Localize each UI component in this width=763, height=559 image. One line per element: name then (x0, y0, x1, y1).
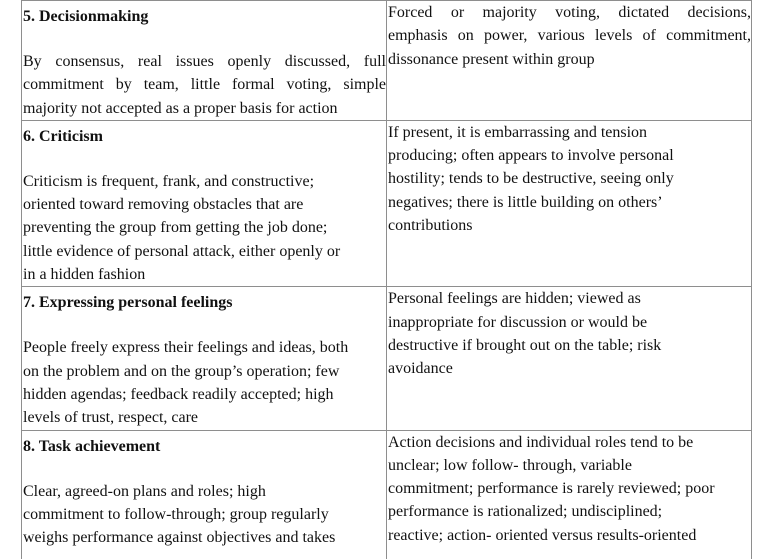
text-line: Criticism is frequent, frank, and constructive; (23, 172, 315, 190)
text-line: avoidance (388, 360, 453, 378)
text-line: dissonance present within group (388, 50, 595, 68)
text-line: Forced or majority voting, dictated decisions, (388, 4, 751, 21)
text-line: emphasis on power, various levels of commitment, (388, 27, 751, 45)
text-line: weighs performance against objectives and takes (23, 529, 336, 547)
text-line: majority not accepted as a proper basis for action (23, 99, 338, 117)
text-line: commitment to follow-through; group regularly (23, 505, 329, 523)
text-line: on the problem and on the group’s operation; few (23, 362, 340, 380)
effective-group-cell (22, 120, 387, 286)
text-line: oriented toward removing obstacles that are (23, 196, 304, 214)
effective-group-cell (22, 287, 387, 430)
text-line: People freely express their feelings and ideas, both (23, 339, 349, 357)
row-heading: 5. Decisionmaking (23, 8, 149, 25)
table-row-task-achievement (22, 430, 752, 559)
table-row-criticism (22, 120, 752, 286)
effective-group-cell (22, 430, 387, 559)
text-line: producing; often appears to involve personal (388, 147, 674, 165)
row-heading: 6. Criticism (23, 127, 103, 145)
text-line: destructive if brought out on the table; risk (388, 336, 662, 354)
text-line: commitment; performance is rarely reviewed; poor (388, 480, 715, 498)
text-line: little evidence of personal attack, either openly or (23, 242, 341, 260)
effective-group-cell (22, 1, 387, 121)
text-line: unclear; low follow- through, variable (388, 456, 632, 474)
comparison-table (21, 0, 752, 559)
text-line: Action decisions and individual roles tend to be (388, 433, 694, 451)
text-line: performance is rationalized; undisciplined; (388, 503, 663, 521)
ineffective-group-cell (387, 120, 752, 286)
table-row-decisionmaking (22, 1, 752, 121)
table-row-expressing-feelings (22, 287, 752, 430)
text-line: commitment by team, little formal voting, simple (23, 76, 386, 94)
ineffective-group-cell (387, 1, 752, 121)
text-line: hidden agendas; feedback readily accepted; high (23, 385, 334, 403)
ineffective-group-cell (387, 287, 752, 430)
text-line: preventing the group from getting the job done; (23, 219, 328, 237)
text-line: negatives; there is little building on others’ (388, 193, 663, 211)
text-line: contributions (388, 217, 473, 235)
text-line: Clear, agreed-on plans and roles; high (23, 482, 266, 500)
row-heading: 7. Expressing personal feelings (23, 294, 233, 312)
text-line: in a hidden fashion (23, 266, 146, 284)
text-line: levels of trust, respect, care (23, 409, 199, 427)
text-line: hostility; tends to be destructive, seeing only (388, 170, 674, 188)
text-line: inappropriate for discussion or would be (388, 313, 648, 331)
text-line: reactive; action- oriented versus results-oriented (388, 526, 697, 544)
text-line: If present, it is embarrassing and tension (388, 123, 648, 141)
text-line: By consensus, real issues openly discussed, full (23, 53, 386, 70)
ineffective-group-cell (387, 430, 752, 559)
text-line: Personal feelings are hidden; viewed as (388, 290, 641, 308)
row-heading: 8. Task achievement (23, 437, 161, 455)
